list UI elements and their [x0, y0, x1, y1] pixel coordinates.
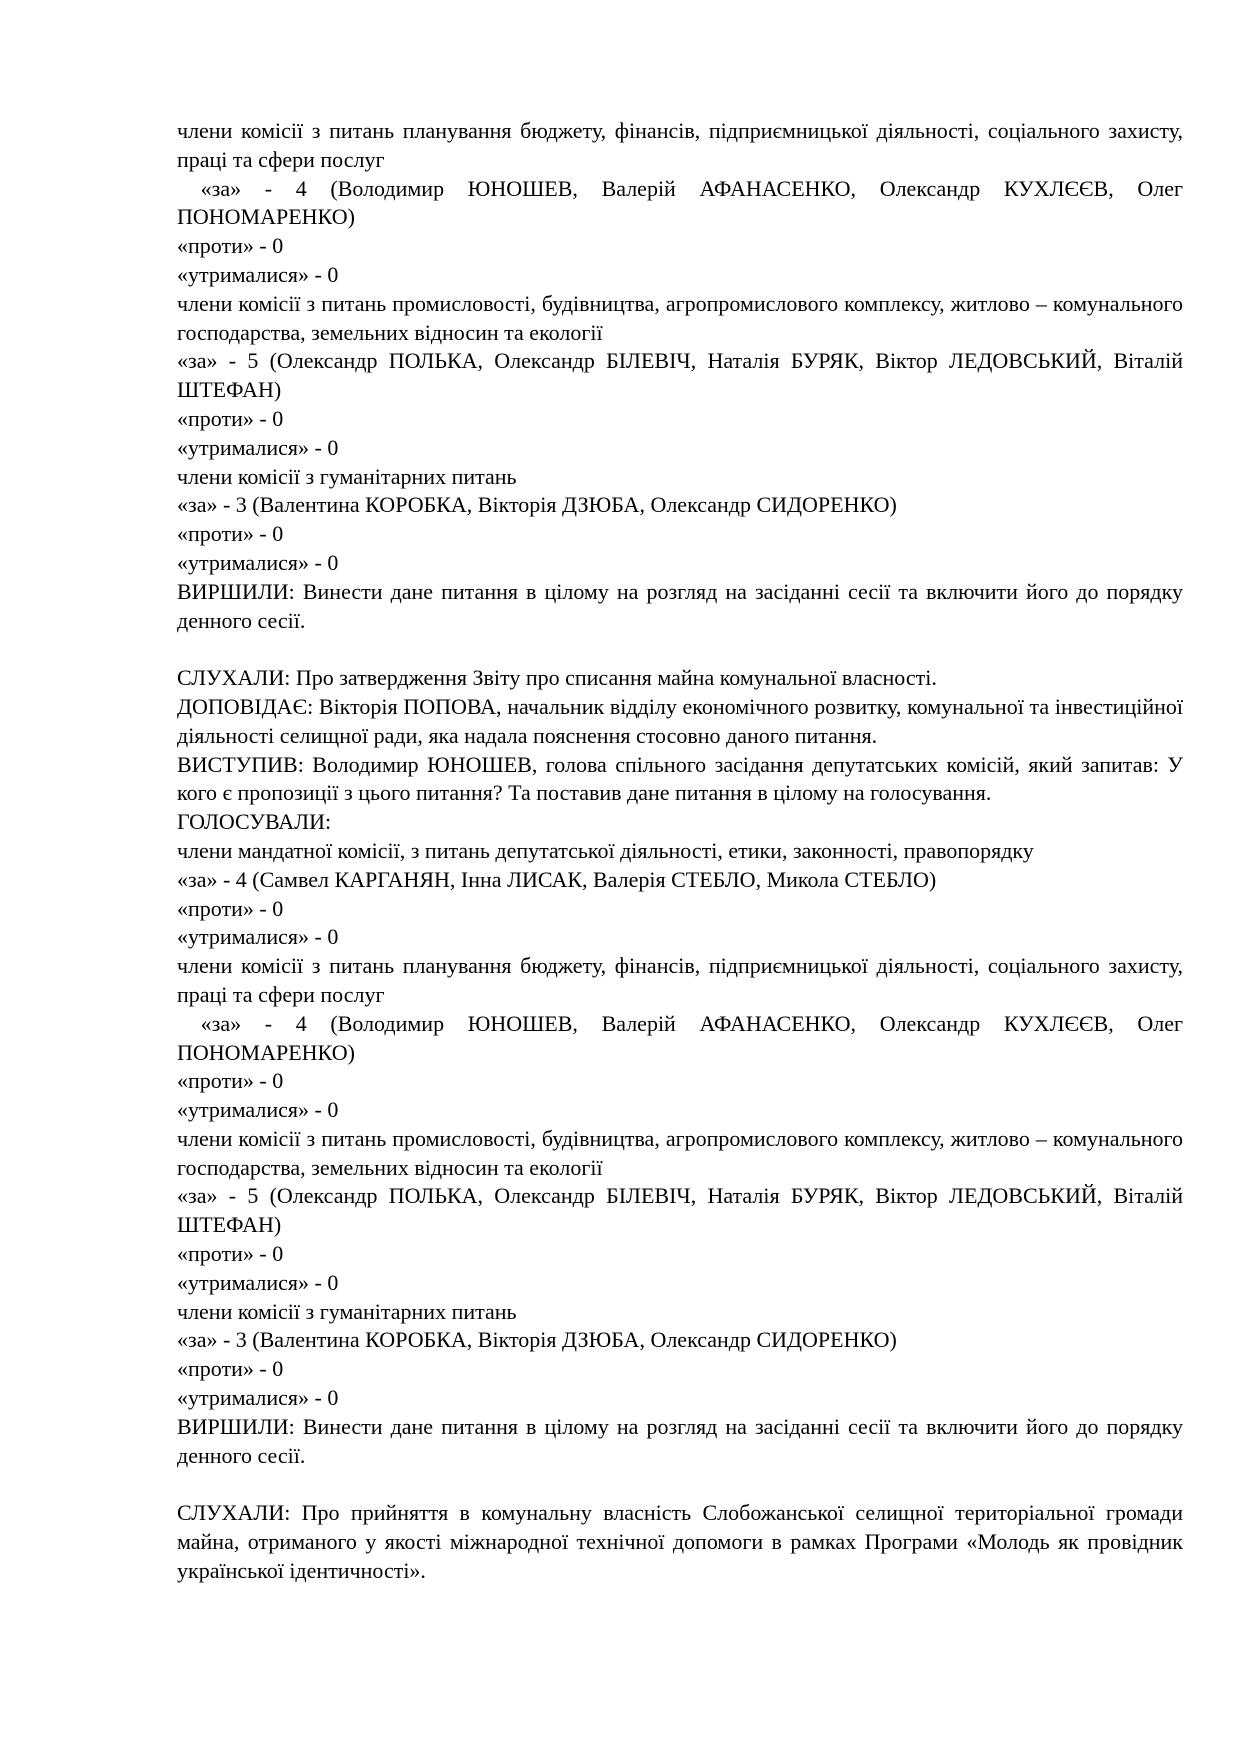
paragraph: «утрималися» - 0 — [177, 924, 339, 950]
paragraph: члени комісії з питань планування бюджету, фінансів, підприємницької діяльності, соціального захисту, праці та сфери послуг — [177, 118, 1183, 172]
paragraph: «за» - 4 (Володимир ЮНОШЕВ, Валерій АФАНАСЕНКО, Олександр КУХЛЄЄВ, Олег ПОНОМАРЕНКО) — [177, 1010, 1189, 1065]
paragraph: члени комісії з питань промисловості, будівництва, агропромислового комплексу, житлово – комунального господарства, земельних відносин та екології — [177, 290, 1183, 345]
paragraph: «утрималися» - 0 — [177, 434, 339, 460]
paragraph: ВИРШИЛИ: Винести дане питання в цілому на розгляд на засіданні сесії та включити його до порядку денного сесії. — [177, 578, 1183, 633]
paragraph: СЛУХАЛИ: Про затвердження Звіту про списання майна комунальної власності. — [177, 665, 937, 691]
paragraph: «за» - 3 (Валентина КОРОБКА, Вікторія ДЗЮБА, Олександр СИДОРЕНКО) — [177, 1327, 897, 1353]
paragraph: «утрималися» - 0 — [177, 1097, 339, 1123]
paragraph: ГОЛОСУВАЛИ: — [177, 809, 332, 835]
paragraph: члени комісії з гуманітарних питань — [177, 463, 517, 489]
paragraph: «утрималися» - 0 — [177, 1269, 339, 1295]
paragraph: «за» - 3 (Валентина КОРОБКА, Вікторія ДЗЮБА, Олександр СИДОРЕНКО) — [177, 492, 897, 518]
paragraph: «проти» - 0 — [177, 233, 284, 259]
paragraph: «проти» - 0 — [177, 521, 284, 547]
paragraph: «утрималися» - 0 — [177, 549, 339, 575]
paragraph: «проти» - 0 — [177, 895, 284, 921]
paragraph: «за» - 5 (Олександр ПОЛЬКА, Олександр БІЛЕВІЧ, Наталія БУРЯК, Віктор ЛЕДОВСЬКИЙ, Віталій ШТЕФАН) — [177, 1183, 1183, 1238]
paragraph: «утрималися» - 0 — [177, 1385, 339, 1411]
paragraph: члени комісії з питань планування бюджету, фінансів, підприємницької діяльності, соціального захисту, праці та сфери послуг — [177, 953, 1183, 1007]
blank-line — [177, 1470, 1183, 1499]
paragraph: «проти» - 0 — [177, 1241, 284, 1267]
paragraph: члени мандатної комісії, з питань депутатської діяльності, етики, законності, правопорядку — [177, 837, 1034, 863]
paragraph: ВИРШИЛИ: Винести дане питання в цілому на розгляд на засіданні сесії та включити його до порядку денного сесії. — [177, 1413, 1183, 1468]
paragraph: «за» - 4 (Володимир ЮНОШЕВ, Валерій АФАНАСЕНКО, Олександр КУХЛЄЄВ, Олег ПОНОМАРЕНКО) — [177, 175, 1189, 230]
paragraph: «проти» - 0 — [177, 1356, 284, 1382]
paragraph: СЛУХАЛИ: Про прийняття в комунальну власність Слобожанської селищної територіальної громади майна, отриманого у якості міжнародної технічної допомоги в рамках Програми «Молодь як провідник української ідентичності». — [177, 1500, 1183, 1583]
paragraph: члени комісії з гуманітарних питань — [177, 1298, 517, 1324]
paragraph: «утрималися» - 0 — [177, 261, 339, 287]
document-page — [177, 117, 1189, 1586]
paragraph: ДОПОВІДАЄ: Вікторія ПОПОВА, начальник відділу економічного розвитку, комунальної та інвестиційної діяльності селищної ради, яка надала пояснення стосовно даного питання. — [177, 693, 1183, 748]
blank-line — [177, 635, 1183, 664]
paragraph: «за» - 4 (Самвел КАРГАНЯН, Інна ЛИСАК, Валерія СТЕБЛО, Микола СТЕБЛО) — [177, 866, 937, 892]
paragraph: ВИСТУПИВ: Володимир ЮНОШЕВ, голова спільного засідання депутатських комісій, який запитав: У кого є пропозиції з цього питання? Та поставив дане питання в цілому на голосування. — [177, 751, 1183, 806]
paragraph: члени комісії з питань промисловості, будівництва, агропромислового комплексу, житлово – комунального господарства, земельних відносин та екології — [177, 1125, 1183, 1180]
paragraph: «за» - 5 (Олександр ПОЛЬКА, Олександр БІЛЕВІЧ, Наталія БУРЯК, Віктор ЛЕДОВСЬКИЙ, Віталій ШТЕФАН) — [177, 348, 1183, 403]
paragraph: «проти» - 0 — [177, 405, 284, 431]
paragraph: «проти» - 0 — [177, 1068, 284, 1094]
